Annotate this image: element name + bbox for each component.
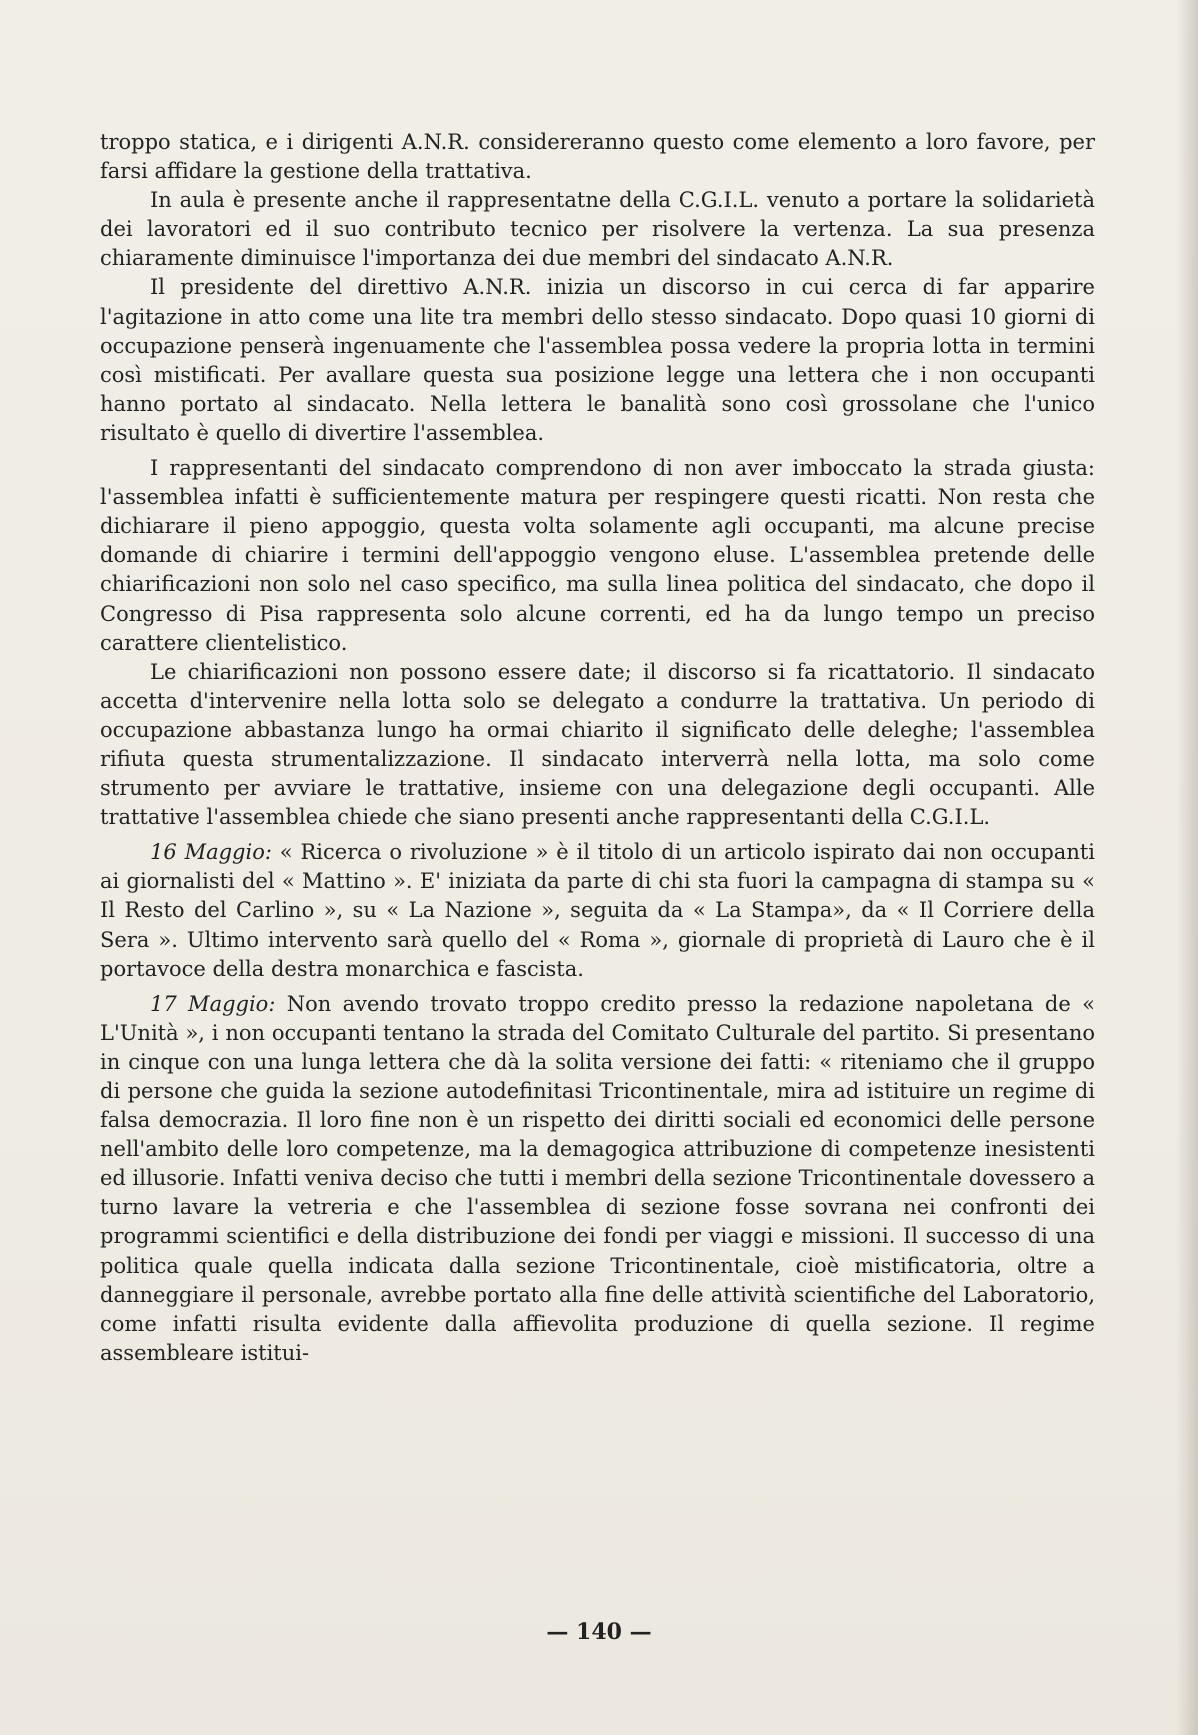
paragraph [100,838,1095,983]
paragraph-text: « Ricerca o rivoluzione » è il titolo di un articolo ispirato dai non occupanti ai giornalisti del « Mattino ». E' iniziata da parte di chi sta fuori la campagna di stampa su « Il Resto del Carlino », su « La Nazione », seguita da « La Stampa», da « Il Corriere della Sera ». Ultimo intervento sarà quello del « Roma », giornale di proprietà di Lauro che è il portavoce della destra monarchica e fascista. [100,840,1095,981]
paragraph-text: I rappresentanti del sindacato comprendono di non aver imboccato la strada giusta: l'assemblea infatti è sufficientemente matura per respingere questi ricatti. Non resta che dichiarare il pieno appoggio, questa volta solamente agli occupanti, ma alcune precise domande di chiarire i termini dell'appoggio vengono eluse. L'assemblea pretende delle chiarificazioni non solo nel caso specifico, ma sulla linea politica del sindacato, che dopo il Congresso di Pisa rappresenta solo alcune correnti, ed ha da lungo tempo un preciso carattere clientelistico. [100,456,1095,655]
entry-date: 16 Maggio: [150,840,272,865]
paragraph [100,128,1095,186]
paragraph [100,990,1095,1368]
paragraph-text: troppo statica, e i dirigenti A.N.R. considereranno questo come elemento a loro favore, per farsi affidare la gestione della trattativa. [100,130,1095,184]
paragraph [100,273,1095,448]
body-text [100,128,1095,1368]
paragraph-text: In aula è presente anche il rappresentatne della C.G.I.L. venuto a portare la solidarietà dei lavoratori ed il suo contributo tecnico per risolvere la vertenza. La sua presenza chiaramente diminuisce l'importanza dei due membri del sindacato A.N.R. [100,188,1095,271]
page-number: — 140 — [546,1619,652,1645]
paragraph [100,186,1095,273]
paragraph [100,658,1095,833]
entry-date: 17 Maggio: [150,991,276,1016]
paragraph [100,454,1095,658]
page-edge-shadow [1176,0,1198,1735]
paragraph-text: Non avendo trovato troppo credito presso la redazione napoletana de « L'Unità », i non occupanti tentano la strada del Comitato Culturale del partito. Si presentano in cinque con una lunga lettera che dà la solita versione dei fatti: « riteniamo che il gruppo di persone che guida la sezione autodefinitasi Tricontinentale, mira ad istituire un regime di falsa democrazia. Il loro fine non è un rispetto dei diritti sociali ed economici delle persone nell'ambito delle loro competenze, ma la demagogica attribuzione di competenze inesistenti ed illusorie. Infatti veniva deciso che tutti i membri della sezione Tricontinentale dovessero a turno lavare la vetreria e che l'assemblea di sezione fosse sovrana nei confronti dei programmi scientifici e della distribuzione dei fondi per viaggi e missioni. Il successo di una politica quale quella indicata dalla sezione Tricontinentale, cioè mistificatoria, oltre a danneggiare il personale, avrebbe portato alla fine delle attività scientifiche del Laboratorio, come infatti risulta evidente dalla affievolita produzione di quella sezione. Il regime assembleare istitui- [100,991,1095,1365]
paragraph-text: Le chiarificazioni non possono essere date; il discorso si fa ricattatorio. Il sindacato accetta d'intervenire nella lotta solo se delegato a condurre la trattativa. Un periodo di occupazione abbastanza lungo ha ormai chiarito il significato delle deleghe; l'assemblea rifiuta questa strumentalizzazione. Il sindacato interverrà nella lotta, ma solo come strumento per avviare le trattative, insieme con una delegazione degli occupanti. Alle trattative l'assemblea chiede che siano presenti anche rappresentanti della C.G.I.L. [100,659,1095,830]
paragraph-text: Il presidente del direttivo A.N.R. inizia un discorso in cui cerca di far apparire l'agitazione in atto come una lite tra membri dello stesso sindacato. Dopo quasi 10 giorni di occupazione penserà ingenuamente che l'assemblea possa vedere la propria lotta in termini così mistificati. Per avallare questa sua posizione legge una lettera che i non occupanti hanno portato al sindacato. Nella lettera le banalità sono così grossolane che l'unico risultato è quello di divertire l'assemblea. [100,275,1095,445]
